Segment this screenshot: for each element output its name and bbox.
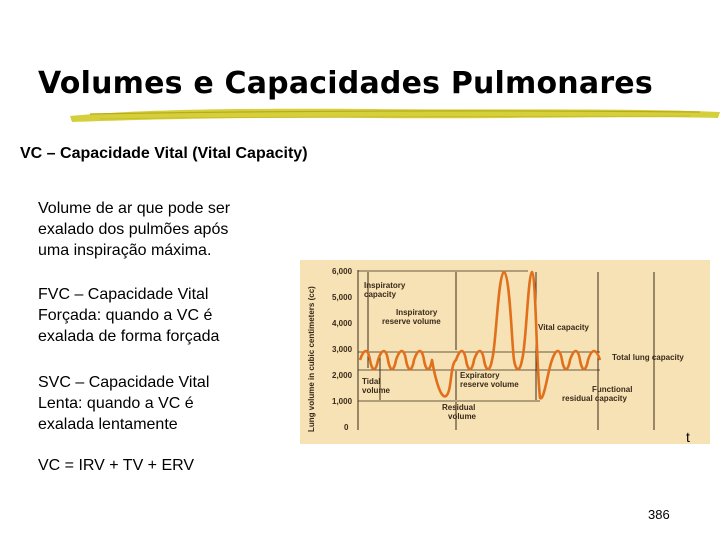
text-line: exalado dos pulmões após	[38, 221, 229, 238]
text-line: FVC – Capacidade Vital	[38, 286, 209, 303]
text-line: exalada de forma forçada	[38, 328, 220, 345]
text-line: SVC – Capacidade Vital	[38, 374, 210, 391]
y-axis-label: Lung volume in cubic centimeters (cc)	[307, 286, 316, 432]
label-residual-volume: Residual volume	[442, 403, 477, 421]
paragraph-vc-definition	[38, 198, 278, 261]
slide-title: Volumes e Capacidades Pulmonares	[38, 66, 653, 101]
y-tick-label: 0	[344, 423, 349, 432]
y-tick-label: 5,000	[332, 293, 353, 302]
label-functional-residual-capacity: Functional residual capacity	[562, 385, 633, 403]
spirogram-figure	[300, 260, 710, 444]
label-expiratory-reserve-volume: Expiratory reserve volume	[460, 371, 519, 389]
vc-formula: VC = IRV + TV + ERV	[38, 457, 195, 474]
label-inspiratory-reserve-volume: Inspiratory reserve volume	[382, 308, 441, 326]
spirogram-diagram	[300, 260, 710, 444]
paragraph-fvc	[38, 284, 278, 347]
text-line: Lenta: quando a VC é	[38, 395, 194, 412]
text-line: Volume de ar que pode ser	[38, 200, 231, 217]
label-total-lung-capacity: Total lung capacity	[612, 353, 684, 362]
text-line: Forçada: quando a VC é	[38, 307, 213, 324]
y-tick-label: 6,000	[332, 267, 353, 276]
time-axis-label: t	[686, 429, 690, 444]
y-tick-label: 4,000	[332, 319, 353, 328]
label-inspiratory-capacity: Inspiratory capacity	[364, 281, 406, 299]
slide-subtitle: VC – Capacidade Vital (Vital Capacity)	[20, 145, 308, 162]
y-tick-label: 2,000	[332, 371, 353, 380]
y-tick-label: 1,000	[332, 397, 353, 406]
y-tick-label: 3,000	[332, 345, 353, 354]
title-underline-brush	[70, 104, 720, 126]
text-line: uma inspiração máxima.	[38, 242, 212, 259]
paragraph-svc	[38, 372, 278, 435]
page-number: 386	[648, 507, 670, 522]
label-vital-capacity: Vital capacity	[538, 323, 589, 332]
label-tidal-volume: Tidal volume	[362, 377, 391, 395]
text-line: exalada lentamente	[38, 416, 178, 433]
